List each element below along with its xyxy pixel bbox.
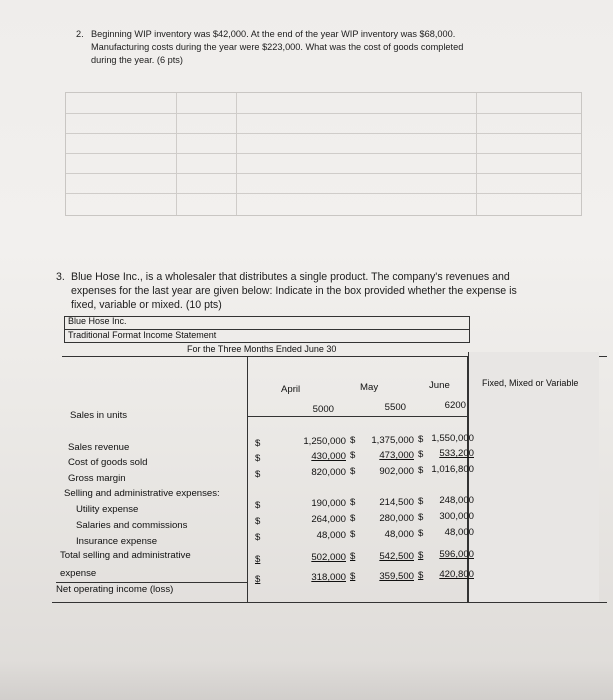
cell-cogs-june: 533,200 (439, 448, 474, 459)
column-header-classification: Fixed, Mixed or Variable (482, 378, 579, 388)
cell-total-sga-april: 502,000 (311, 552, 346, 563)
statement-title: Traditional Format Income Statement (68, 330, 217, 340)
dollar-sign: $ (418, 528, 424, 539)
row-label-utility: Utility expense (76, 504, 139, 515)
dollar-sign: $ (418, 434, 424, 445)
question-2-line-1: Beginning WIP inventory was $42,000. At the end of the year WIP inventory was $68,000. (91, 29, 456, 39)
row-label-net-income: Net operating income (loss) (56, 584, 174, 595)
row-label-total-sga-line-2: expense (60, 568, 97, 579)
dollar-sign: $ (418, 465, 424, 476)
page-shadow (0, 660, 613, 700)
dollar-sign: $ (350, 551, 356, 562)
row-label-salaries: Salaries and commissions (76, 520, 188, 531)
cell-gross-margin-june: 1,016,800 (431, 464, 474, 475)
question-2-line-2: Manufacturing costs during the year were $223,000. What was the cost of goods completed (91, 42, 464, 52)
dollar-sign: $ (255, 516, 261, 527)
dollar-sign: $ (418, 570, 424, 581)
income-statement (52, 316, 607, 606)
dollar-sign: $ (255, 453, 261, 464)
dollar-sign: $ (350, 435, 356, 446)
cell-utility-june: 248,000 (439, 495, 474, 506)
dollar-sign: $ (350, 513, 356, 524)
row-label-insurance: Insurance expense (76, 536, 158, 547)
dollar-sign: $ (255, 532, 261, 543)
cell-sales-revenue-may: 1,375,000 (371, 435, 414, 446)
dollar-sign: $ (418, 449, 424, 460)
question-3-line-3: fixed, variable or mixed. (10 pts) (71, 299, 222, 311)
cell-sales-revenue-april: 1,250,000 (303, 436, 346, 447)
classification-answer-column[interactable] (468, 352, 599, 602)
cell-utility-may: 214,500 (379, 497, 414, 508)
question-2-line-3: during the year. (6 pts) (91, 55, 183, 65)
cell-sales-revenue-june: 1,550,000 (431, 433, 474, 444)
question-3 (56, 270, 576, 312)
cell-salaries-april: 264,000 (311, 514, 346, 525)
cell-sales-units-may: 5500 (384, 402, 406, 413)
cell-insurance-april: 48,000 (316, 530, 346, 541)
cell-utility-april: 190,000 (311, 498, 346, 509)
dollar-sign: $ (255, 438, 261, 449)
cell-cogs-april: 430,000 (311, 451, 346, 462)
dollar-sign: $ (418, 550, 424, 561)
question-2-number: 2. (76, 29, 84, 39)
cell-insurance-june: 48,000 (444, 527, 474, 538)
question-3-number: 3. (56, 271, 65, 283)
cell-sales-units-april: 5000 (312, 404, 334, 415)
dollar-sign: $ (255, 469, 261, 480)
row-label-sales-units: Sales in units (70, 410, 128, 421)
row-label-gross-margin: Gross margin (68, 473, 126, 484)
dollar-sign: $ (418, 512, 424, 523)
row-label-cogs: Cost of goods sold (68, 457, 148, 468)
dollar-sign: $ (350, 497, 356, 508)
row-label-sales-revenue: Sales revenue (68, 442, 130, 453)
cell-salaries-may: 280,000 (379, 513, 414, 524)
statement-period: For the Three Months Ended June 30 (187, 344, 337, 354)
cell-salaries-june: 300,000 (439, 511, 474, 522)
cell-insurance-may: 48,000 (384, 529, 414, 540)
cell-net-income-june: 420,800 (439, 569, 474, 580)
cell-gross-margin-april: 820,000 (311, 467, 346, 478)
question-2 (76, 28, 546, 67)
column-header-june: June (429, 380, 450, 391)
dollar-sign: $ (350, 571, 356, 582)
cell-gross-margin-may: 902,000 (379, 466, 414, 477)
question-3-line-1: Blue Hose Inc., is a wholesaler that distributes a single product. The company's revenues and (71, 271, 510, 283)
row-label-sga-header: Selling and administrative expenses: (64, 488, 220, 499)
column-header-april: April (281, 384, 301, 395)
question-2-answer-grid (65, 92, 582, 216)
dollar-sign: $ (255, 574, 261, 585)
dollar-sign: $ (255, 554, 261, 565)
cell-net-income-april: 318,000 (311, 572, 346, 583)
column-header-may: May (360, 382, 379, 393)
question-3-line-2: expenses for the last year are given below: Indicate in the box provided whether the expense is (71, 285, 517, 297)
dollar-sign: $ (350, 529, 356, 540)
dollar-sign: $ (350, 466, 356, 477)
company-name: Blue Hose Inc. (68, 316, 127, 326)
cell-total-sga-may: 542,500 (379, 551, 414, 562)
dollar-sign: $ (350, 450, 356, 461)
cell-net-income-may: 359,500 (379, 571, 414, 582)
cell-cogs-may: 473,000 (379, 450, 414, 461)
cell-sales-units-june: 6200 (444, 400, 466, 411)
cell-total-sga-june: 596,000 (439, 549, 474, 560)
dollar-sign: $ (255, 500, 261, 511)
row-label-total-sga: Total selling and administrative (60, 550, 191, 561)
dollar-sign: $ (418, 496, 424, 507)
